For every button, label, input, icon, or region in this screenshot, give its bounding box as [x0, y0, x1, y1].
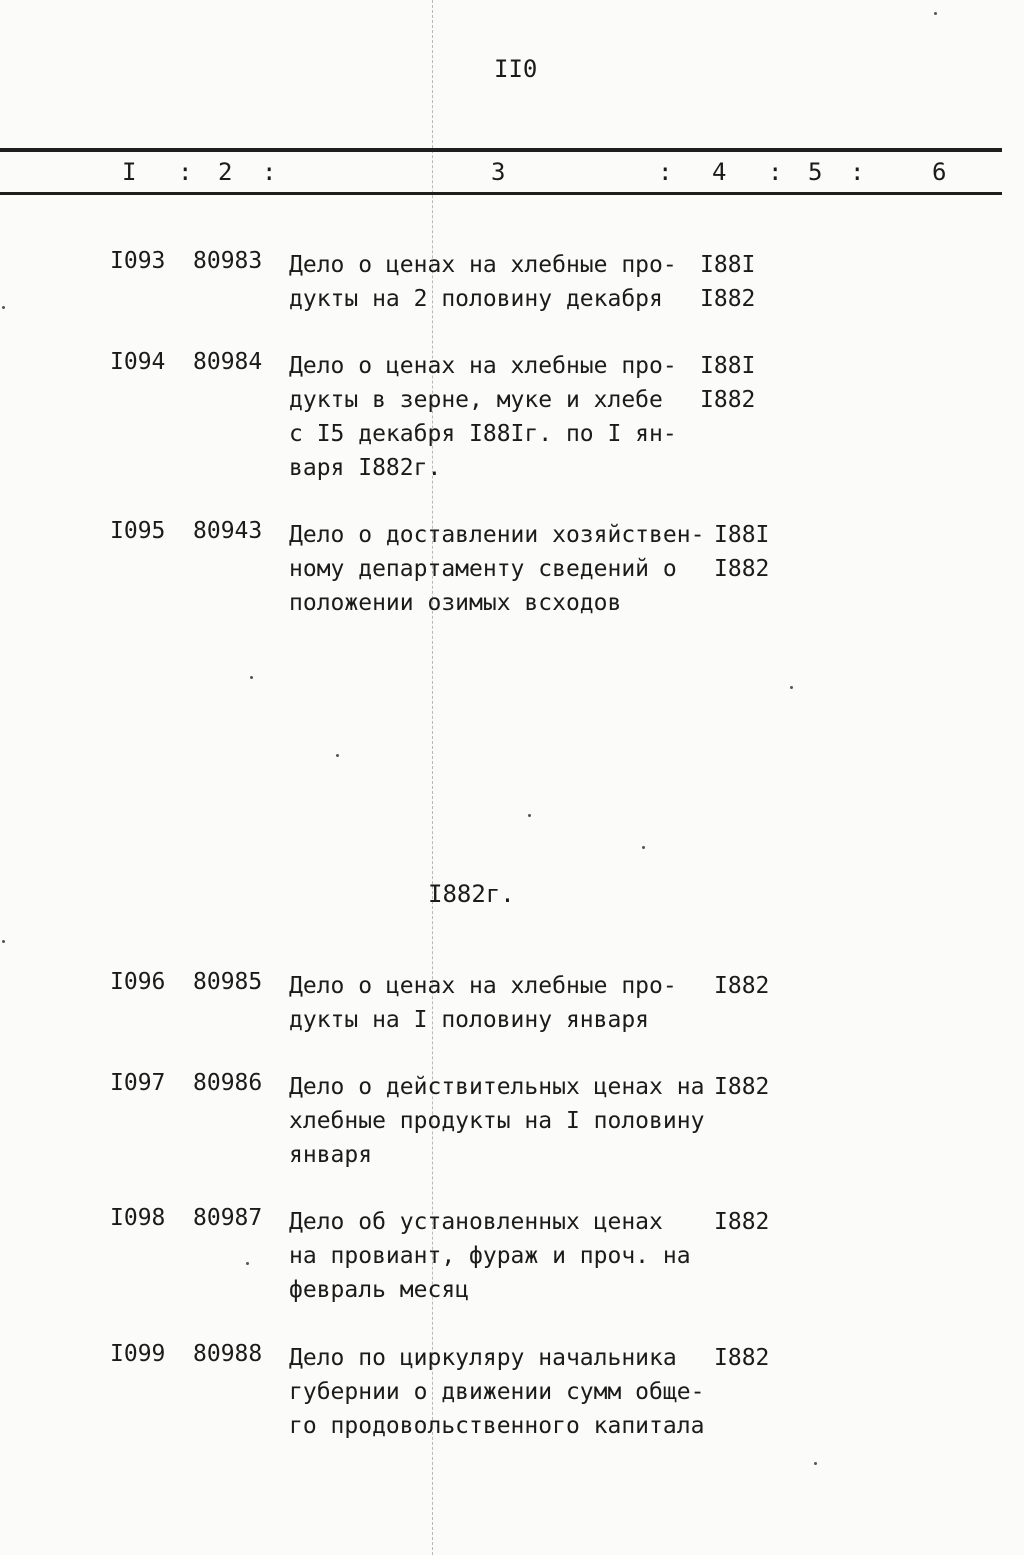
year-start: I88I [700, 353, 756, 379]
title-line: с I5 декабря I88Iг. по I ян- [289, 421, 677, 447]
scan-speck [814, 1462, 817, 1465]
title-line: дукты на I половину января [289, 1007, 650, 1033]
entry-title [289, 1205, 719, 1307]
header-rule-bottom [0, 192, 1002, 195]
title-line: Дело о ценах на хлебные про- [289, 973, 677, 999]
column-header-6: 6 [932, 158, 947, 186]
column-separator: : [178, 158, 193, 186]
title-line: Дело о доставлении хозяйствен- [289, 522, 705, 548]
archive-number: 80987 [193, 1205, 263, 1231]
entry-number: I096 [110, 969, 166, 995]
title-line: января [289, 1142, 373, 1168]
year-start: I88I [714, 522, 770, 548]
entry-years [700, 248, 755, 316]
entry-years [714, 1341, 769, 1375]
archive-number: 80983 [193, 248, 263, 274]
entry-title [289, 349, 719, 485]
year-start: I88I [700, 252, 756, 278]
column-separator: : [850, 158, 865, 186]
title-line: Дело о ценах на хлебные про- [289, 252, 677, 278]
scan-speck [2, 940, 5, 943]
year-start: I882 [714, 1074, 770, 1100]
entry-number: I098 [110, 1205, 166, 1231]
title-line: Дело об установленных ценах [289, 1209, 663, 1235]
column-header-5: 5 [808, 158, 823, 186]
entry-years [714, 1205, 769, 1239]
entry-number: I093 [110, 248, 166, 274]
column-header-1: I [122, 158, 137, 186]
title-line: го продовольственного капитала [289, 1413, 705, 1439]
title-line: дукты в зерне, муке и хлебе [289, 387, 663, 413]
column-header-2: 2 [218, 158, 233, 186]
scan-speck [528, 814, 531, 817]
page-number: II0 [494, 55, 538, 83]
scan-speck [934, 12, 937, 15]
entry-title [289, 1341, 719, 1443]
entry-title [289, 248, 719, 316]
archive-number: 80986 [193, 1070, 263, 1096]
title-line: Дело по циркуляру начальника [289, 1345, 677, 1371]
year-start: I882 [714, 973, 770, 999]
title-line: Дело о действительных ценах на [289, 1074, 705, 1100]
title-line: на провиант, фураж и проч. на [289, 1243, 691, 1269]
column-separator: : [768, 158, 783, 186]
year-end: I882 [700, 387, 756, 413]
entry-years [700, 349, 755, 417]
scan-speck [2, 306, 5, 309]
scan-speck [246, 1262, 249, 1265]
header-rule-top [0, 148, 1002, 152]
title-line: ному департаменту сведений о [289, 556, 677, 582]
title-line: хлебные продукты на I половину [289, 1108, 705, 1134]
archive-number: 80943 [193, 518, 263, 544]
column-header-3: 3 [491, 158, 506, 186]
entry-title [289, 969, 719, 1037]
scan-speck [642, 846, 645, 849]
year-start: I882 [714, 1345, 770, 1371]
year-end: I882 [714, 556, 770, 582]
title-line: дукты на 2 половину декабря [289, 286, 663, 312]
column-separator: : [262, 158, 277, 186]
fold-line [432, 0, 433, 1555]
title-line: положении озимых всходов [289, 590, 622, 616]
entry-years [714, 969, 769, 1003]
scan-speck [250, 676, 253, 679]
year-end: I882 [700, 286, 756, 312]
entry-number: I095 [110, 518, 166, 544]
year-heading: I882г. [428, 880, 515, 908]
scan-speck [336, 754, 339, 757]
entry-title [289, 518, 719, 620]
archive-number: 80984 [193, 349, 263, 375]
entry-number: I094 [110, 349, 166, 375]
title-line: варя I882г. [289, 455, 442, 481]
entry-number: I099 [110, 1341, 166, 1367]
column-header-4: 4 [712, 158, 727, 186]
entry-title [289, 1070, 719, 1172]
year-start: I882 [714, 1209, 770, 1235]
entry-years [714, 1070, 769, 1104]
archive-number: 80985 [193, 969, 263, 995]
column-separator: : [658, 158, 673, 186]
archive-number: 80988 [193, 1341, 263, 1367]
entry-years [714, 518, 769, 586]
scan-speck [790, 686, 793, 689]
title-line: губернии о движении сумм обще- [289, 1379, 705, 1405]
title-line: Дело о ценах на хлебные про- [289, 353, 677, 379]
entry-number: I097 [110, 1070, 166, 1096]
title-line: февраль месяц [289, 1277, 470, 1303]
